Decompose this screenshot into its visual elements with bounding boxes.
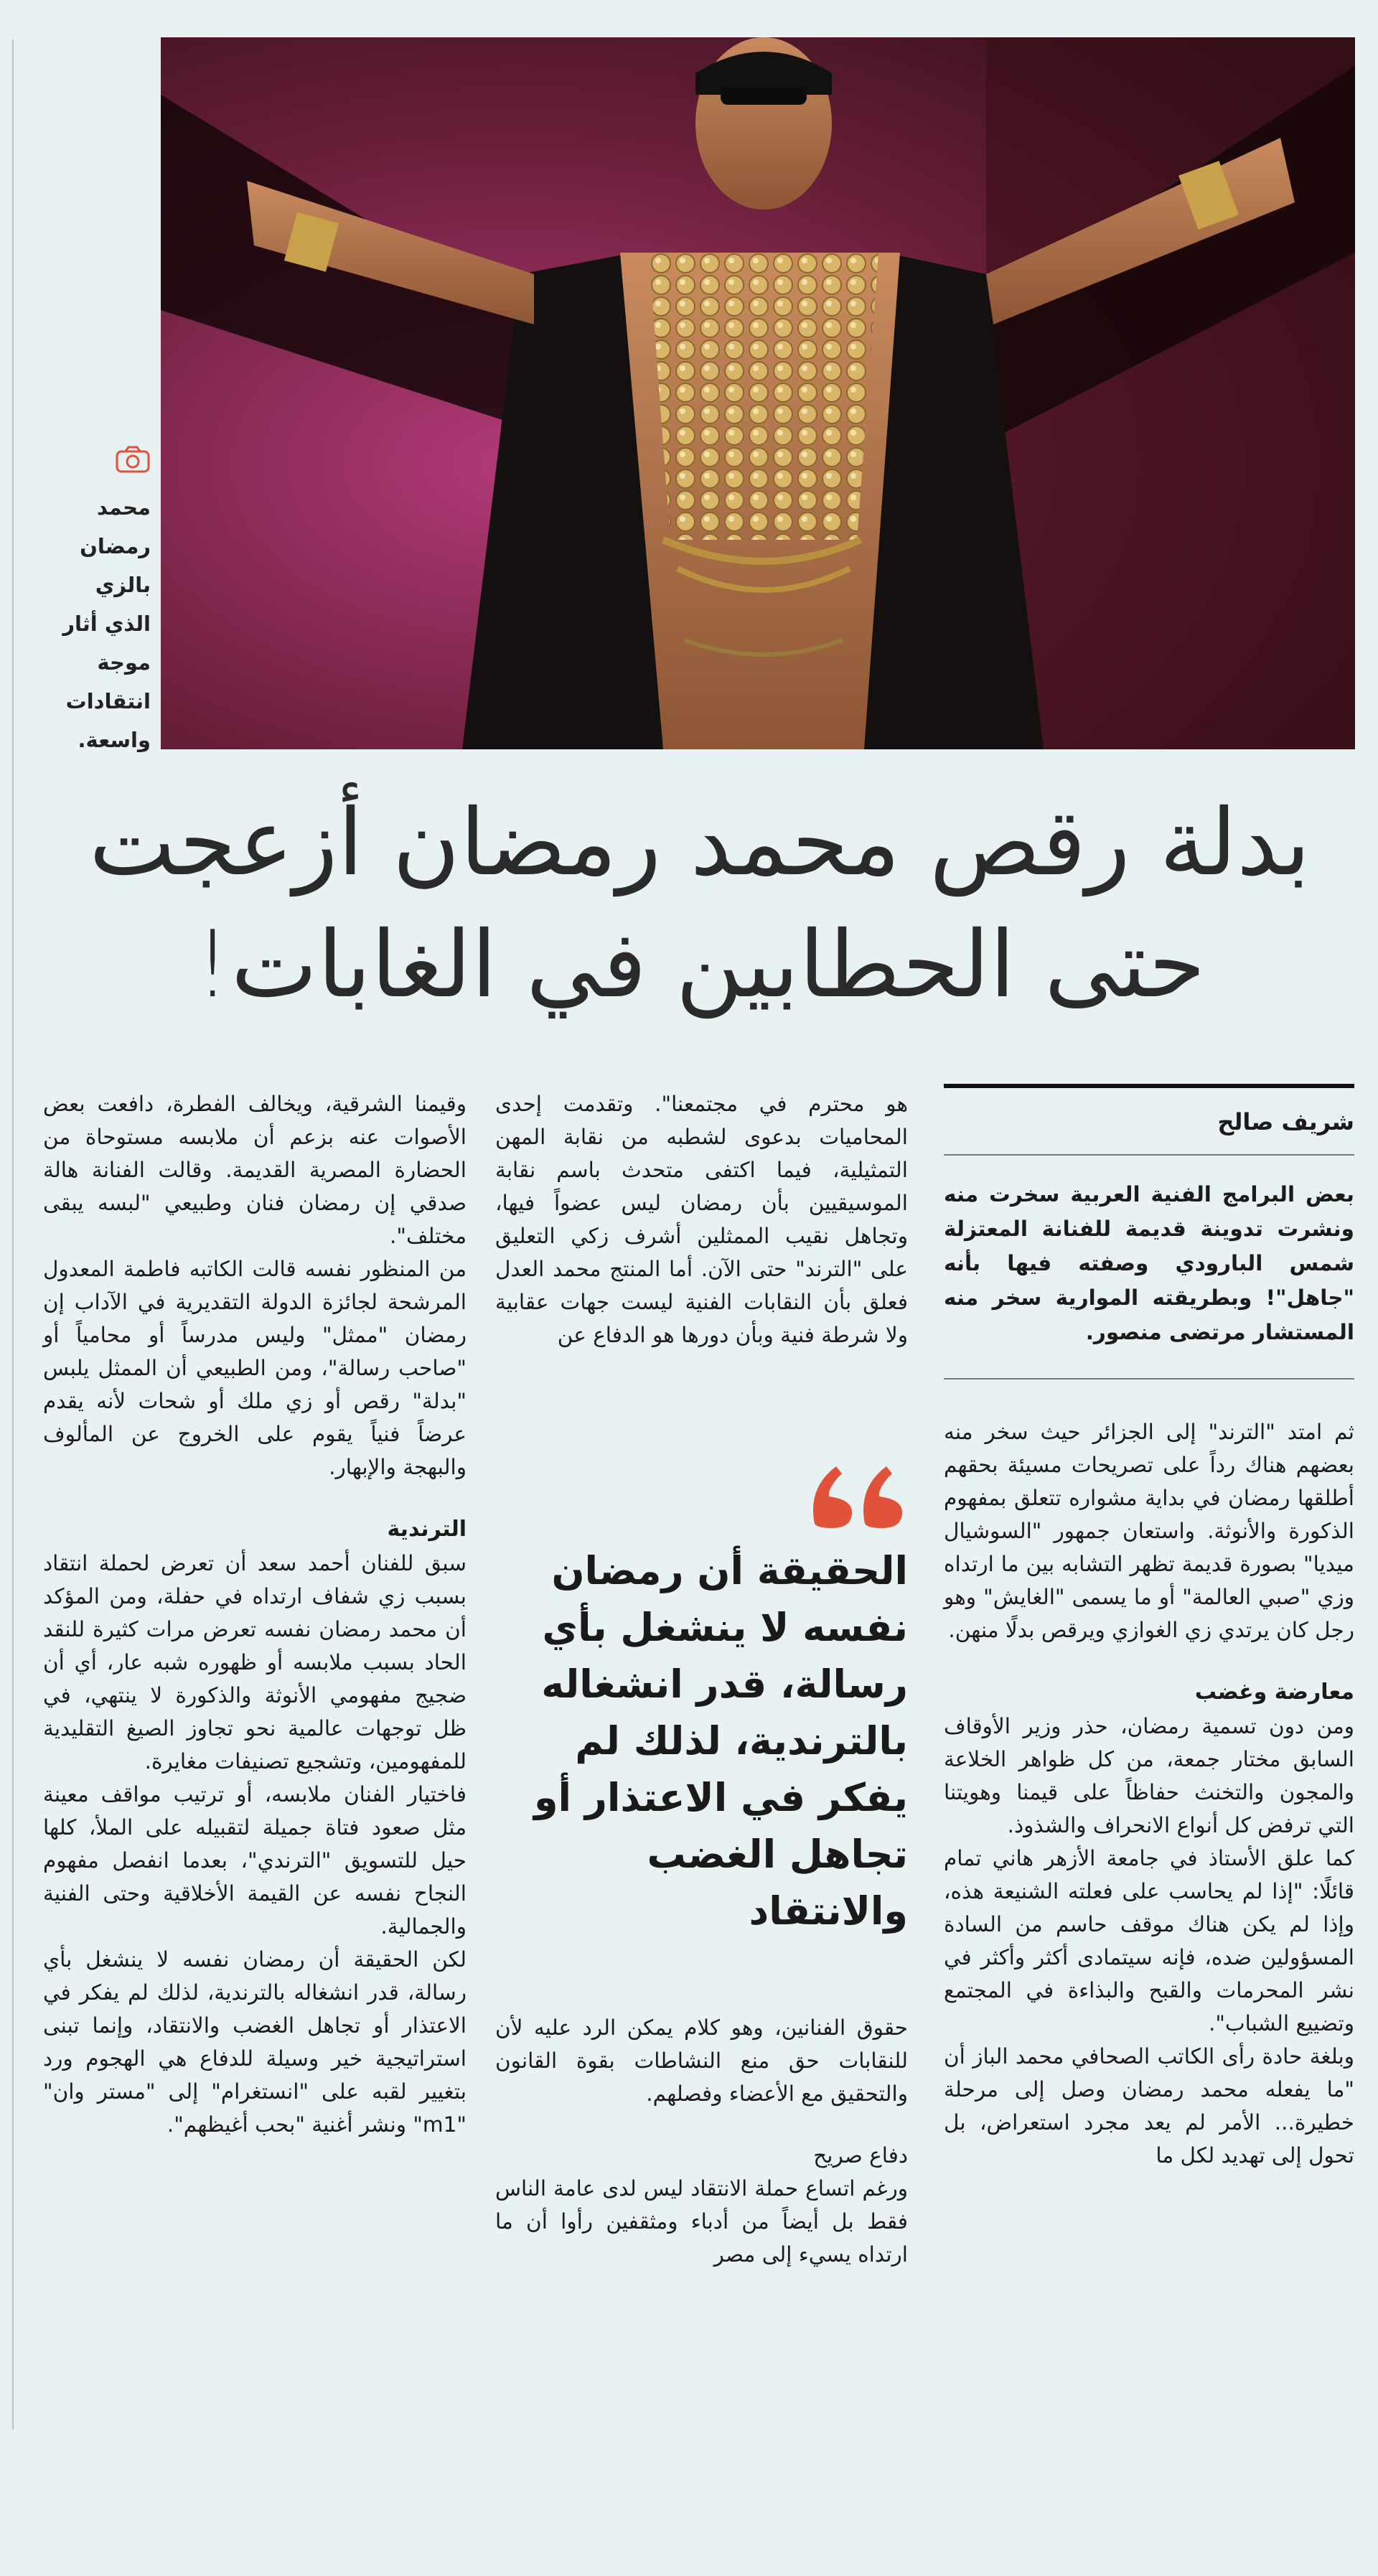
body-paragraph: حقوق الفنانين، وهو كلام يمكن الرد عليه لأن للنقابات حق منع النشاطات بقوة القانون والتحقيق مع الأعضاء وفصلهم.: [495, 2015, 908, 2106]
camera-icon: [115, 445, 151, 474]
author-rule: [944, 1084, 1354, 1088]
photo-caption: [43, 445, 151, 759]
quote-icon: [807, 1459, 908, 1528]
body-paragraph: ورغم اتساع حملة الانتقاد ليس لدى عامة الناس فقط بل أيضاً من أدباء ومثقفين رأوا أن ما ارتداه يسيء إلى مصر: [495, 2176, 908, 2267]
column-left: [43, 1087, 467, 2141]
pull-quote-text: الحقيقة أن رمضان نفسه لا ينشغل بأي رسالة، قدر انشغاله بالترندية، لذلك لم يفكر في الاعتذار أو تجاهل الغضب والانتقاد: [533, 1548, 908, 1934]
pull-quote: [495, 1459, 908, 1939]
subhead-opposition: معارضة وغضب: [1194, 1680, 1354, 1705]
body-paragraph: سبق للفنان أحمد سعد أن تعرض لحملة انتقاد بسبب زي شفاف ارتداه في حفلة، ومن المؤكد أن محمد رمضان نفسه تعرض مرات كثيرة للنقد الحاد بسبب ملابسه أو ظهوره شبه عار، أي أن ضجيج مفهومي الأنوثة والذكورة لا ينتهي، في ظل توجهات عالمية نحو تجاوز الصيغ التقليدية للمفهومين، وتشجيع تصنيفات مغايرة.: [43, 1551, 467, 1774]
subhead-trendiness: الترندية: [387, 1517, 467, 1542]
body-paragraph: لكن الحقيقة أن رمضان نفسه لا ينشغل بأي رسالة، قدر انشغاله بالترندية، لذلك لم يفكر في الاعتذار أو تجاهل الغضب والانتقاد، وإنما تبنى استراتيجية خير وسيلة للدفاع هي الهجوم ورد بتغيير لقبه على "انستغرام" إلى "مستر وان" "m1" ونشر أغنية "بحب أغيظهم".: [43, 1947, 467, 2137]
article-photo: [161, 37, 1355, 749]
column-middle: [495, 1087, 908, 2271]
subhead-defense: دفاع صريح: [813, 2143, 908, 2168]
headline: بدلة رقص محمد رمضان أزعجت حتى الحطابين في الغابات!: [89, 790, 1311, 1018]
body-paragraph: هو محترم في مجتمعنا". وتقدمت إحدى المحاميات بدعوى لشطبه من نقابة المهن التمثيلية، فيما اكتفى متحدث باسم نقابة الموسيقيين بأن رمضان ليس عضواً فيها، وتجاهل نقيب الممثلين أشرف زكي التعليق على "الترند" حتى الآن. أما المنتج محمد العدل فعلق بأن النقابات الفنية ليست جهات عقابية ولا شرطة فنية وبأن دورها هو الدفاع عن: [495, 1092, 908, 1347]
author-name: شريف صالح: [944, 1104, 1354, 1156]
column-right: [944, 1084, 1354, 2172]
body-paragraph: فاختيار الفنان ملابسه، أو ترتيب مواقف معينة مثل صعود فتاة جميلة لتقبيله على الملأ، كلها حيل للتسويق "الترندي"، بعدما انفصل مفهوم النجاح نفسه عن القيمة الأخلاقية وحتى الفنية والجمالية.: [43, 1782, 467, 1939]
body-paragraph: وقيمنا الشرقية، ويخالف الفطرة، دافعت بعض الأصوات عنه بزعم أن ملابسه مستوحاة من الحضارة المصرية القديمة. وقالت الفنانة هالة صدقي إن رمضان فنان وطبيعي "لبسه يبقى مختلف".: [43, 1092, 467, 1248]
page-border: [12, 39, 14, 2430]
performer-photo-illustration: [161, 37, 1355, 749]
caption-text: محمد رمضان بالزي الذي أثار موجة انتقادات واسعة.: [62, 495, 151, 752]
body-paragraph: وبلغة حادة رأى الكاتب الصحافي محمد الباز أن "ما يفعله محمد رمضان وصل إلى مرحلة خطيرة... الأمر لم يعد مجرد استعراض، بل تحول إلى تهديد لكل ما: [944, 2044, 1354, 2168]
lead-paragraph: بعض البرامج الفنية العربية سخرت منه ونشرت تدوينة قديمة للفنانة المعتزلة شمس البارودي وصفته فيها بأنه "جاهل"! وبطريقته الموارية سخر منه المستشار مرتضى منصور.: [944, 1177, 1354, 1380]
body-paragraph: ومن دون تسمية رمضان، حذر وزير الأوقاف السابق مختار جمعة، من كل ظواهر الخلاعة والمجون والتخنث حفاظاً على قيمنا وهويتنا التي ترفض كل أنواع الانحراف والشذوذ.: [944, 1714, 1354, 1837]
body-paragraph: ثم امتد "الترند" إلى الجزائر حيث سخر منه بعضهم هناك رداً على تصريحات مسيئة بحقهم أطلقها رمضان في بداية مشواره تتعلق بمفهوم الذكورة والأنوثة. واستعان جمهور "السوشيال ميديا" بصورة قديمة تظهر التشابه بين ما ارتداه وزي "صبي العالمة" أو ما يسمى "الغايش" وهو رجل كان يرتدي زي الغوازي ويرقص بدلًا منهن.: [944, 1420, 1354, 1642]
body-paragraph: كما علق الأستاذ في جامعة الأزهر هاني تمام قائلًا: "إذا لم يحاسب على فعلته الشنيعة هذه، وإذا لم يكن هناك موقف حاسم من السادة المسؤولين ضده، فإنه سيتمادى أكثر وأكثر في نشر المحرمات والقبح والبذاءة في المجتمع وتضييع الشباب".: [944, 1846, 1354, 2036]
body-paragraph: من المنظور نفسه قالت الكاتبه فاطمة المعدول المرشحة لجائزة الدولة التقديرية في الآداب إن رمضان "ممثل" وليس مدرساً أو محامياً أو "صاحب رسالة"، ومن الطبيعي أن الممثل يلبس "بدلة" رقص أو زي ملك أو شحات لأنه يقدم عرضاً فنياً يقوم على الخروج عن المألوف والبهجة والإبهار.: [43, 1257, 467, 1479]
